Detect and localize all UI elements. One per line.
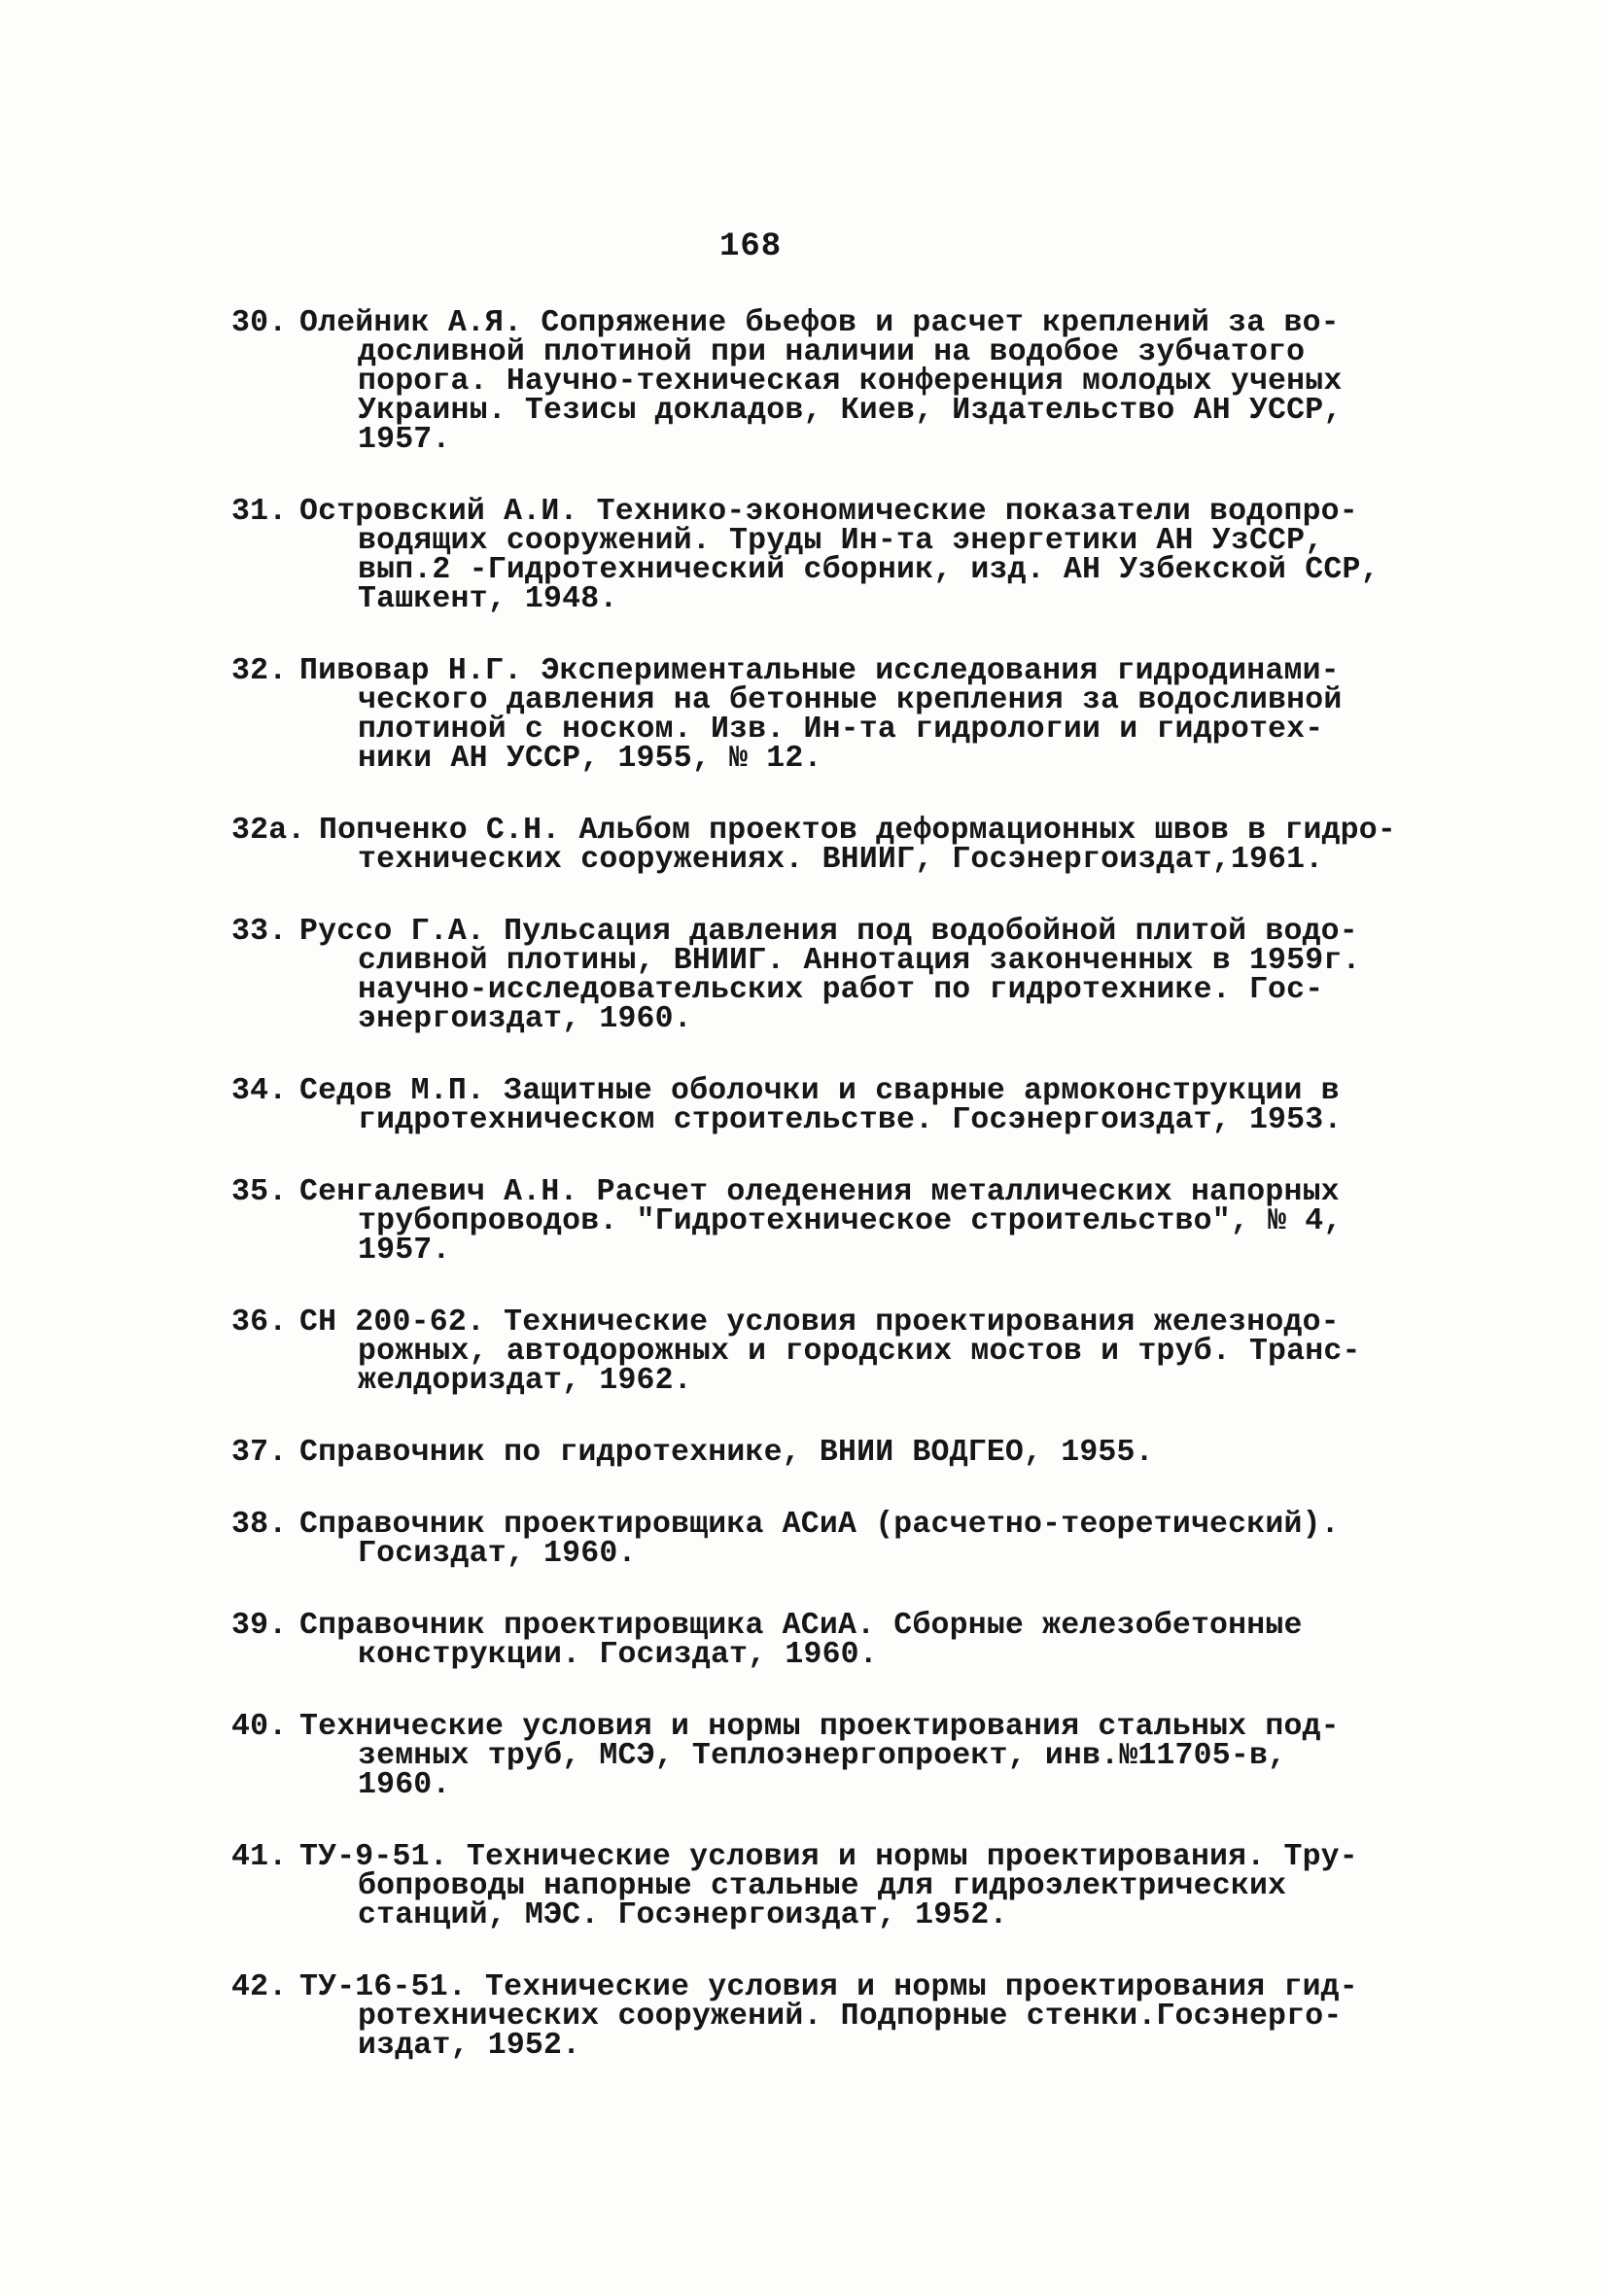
entry-number: 31. bbox=[231, 495, 288, 529]
entry-continuation: бопроводы напорные стальные для гидроэлектрических станций, МЭС. Госэнергоиздат, 1952. bbox=[358, 1869, 1287, 1932]
page-number: 168 bbox=[719, 228, 783, 265]
bibliography-list bbox=[231, 306, 1419, 2104]
entry-first-line: Справочник проектировщика АСиА. Сборные железобетонные bbox=[299, 1609, 1303, 1643]
entry-number: 39. bbox=[231, 1609, 288, 1643]
entry-continuation: земных труб, МСЭ, Теплоэнергопроект, инв.№11705-в, 1960. bbox=[358, 1739, 1287, 1802]
entry-continuation: сливной плотины, ВНИИГ. Аннотация законченных в 1959г. научно-исследовательских работ по гидротехнике. Гос- энергоиздат, 1960. bbox=[358, 944, 1361, 1036]
entry-continuation: рожных, автодорожных и городских мостов и труб. Транс- желдориздат, 1962. bbox=[358, 1335, 1361, 1398]
entry-continuation: водящих сооружений. Труды Ин-та энергетики АН УзССР, вып.2 -Гидротехнический сборник, изд. АН Узбекской ССР, Ташкент, 1948. bbox=[358, 524, 1380, 616]
entry-continuation: Госиздат, 1960. bbox=[358, 1537, 637, 1571]
entry-first-line: Руссо Г.А. Пульсация давления под водобойной плитой водо- bbox=[299, 915, 1358, 949]
entry-number: 34. bbox=[231, 1074, 288, 1108]
bibliography-entry-32 bbox=[231, 654, 1419, 776]
entry-first-line: ТУ-16-51. Технические условия и нормы проектирования гид- bbox=[299, 1970, 1358, 2004]
entry-number: 42. bbox=[231, 1970, 288, 2004]
bibliography-entry-32a bbox=[231, 814, 1419, 877]
entry-continuation: конструкции. Госиздат, 1960. bbox=[358, 1638, 878, 1672]
entry-first-line: Седов М.П. Защитные оболочки и сварные армоконструкции в bbox=[299, 1074, 1340, 1108]
entry-first-line: Справочник проектировщика АСиА (расчетно-теоретический). bbox=[299, 1508, 1340, 1542]
entry-continuation: ческого давления на бетонные крепления за водосливной плотиной с носком. Изв. Ин-та гидрологии и гидротех- ники АН УССР, 1955, № 12. bbox=[358, 683, 1343, 776]
entry-number: 30. bbox=[231, 306, 288, 340]
bibliography-entry-42 bbox=[231, 1970, 1419, 2063]
bibliography-entry-37 bbox=[231, 1436, 1419, 1470]
bibliography-entry-30 bbox=[231, 306, 1419, 457]
entry-first-line: Сенгалевич А.Н. Расчет оледенения металлических напорных bbox=[299, 1175, 1340, 1209]
entry-continuation: трубопроводов. "Гидротехническое строительство", № 4, 1957. bbox=[358, 1204, 1343, 1268]
entry-number: 41. bbox=[231, 1840, 288, 1874]
entry-number: 35. bbox=[231, 1175, 288, 1209]
bibliography-entry-39 bbox=[231, 1609, 1419, 1672]
bibliography-entry-38 bbox=[231, 1508, 1419, 1571]
entry-number: 32. bbox=[231, 654, 288, 688]
bibliography-entry-35 bbox=[231, 1175, 1419, 1268]
bibliography-entry-33 bbox=[231, 915, 1419, 1036]
bibliography-entry-40 bbox=[231, 1710, 1419, 1802]
bibliography-entry-41 bbox=[231, 1840, 1419, 1932]
entry-continuation: досливной плотиной при наличии на водобое зубчатого порога. Научно-техническая конференция молодых ученых Украины. Тезисы докладов, Киев, Издательство АН УССР, 1957. bbox=[358, 335, 1343, 457]
entry-first-line: Островский А.И. Технико-экономические показатели водопро- bbox=[299, 495, 1358, 529]
entry-number: 38. bbox=[231, 1508, 288, 1542]
entry-first-line: Технические условия и нормы проектирования стальных под- bbox=[299, 1710, 1340, 1744]
bibliography-entry-34 bbox=[231, 1074, 1419, 1137]
entry-number: 33. bbox=[231, 915, 288, 949]
entry-first-line: Справочник по гидротехнике, ВНИИ ВОДГЕО, 1955. bbox=[299, 1436, 1154, 1470]
entry-first-line: ТУ-9-51. Технические условия и нормы проектирования. Тру- bbox=[299, 1840, 1358, 1874]
entry-continuation: гидротехническом строительстве. Госэнергоиздат, 1953. bbox=[358, 1103, 1343, 1137]
entry-first-line: СН 200-62. Технические условия проектирования железнодо- bbox=[299, 1305, 1340, 1339]
entry-first-line: Пивовар Н.Г. Экспериментальные исследования гидродинами- bbox=[299, 654, 1340, 688]
entry-number: 40. bbox=[231, 1710, 288, 1744]
bibliography-entry-36 bbox=[231, 1305, 1419, 1398]
entry-first-line: Попченко С.Н. Альбом проектов деформационных швов в гидро- bbox=[319, 814, 1396, 848]
entry-continuation: ротехнических сооружений. Подпорные стенки.Госэнерго- издат, 1952. bbox=[358, 2000, 1343, 2063]
entry-continuation: технических сооружениях. ВНИИГ, Госэнергоиздат,1961. bbox=[358, 843, 1324, 877]
bibliography-entry-31 bbox=[231, 495, 1419, 616]
entry-number: 36. bbox=[231, 1305, 288, 1339]
entry-first-line: Олейник А.Я. Сопряжение бьефов и расчет креплений за во- bbox=[299, 306, 1340, 340]
entry-number: 37. bbox=[231, 1436, 288, 1470]
entry-number: 32а. bbox=[231, 814, 306, 848]
